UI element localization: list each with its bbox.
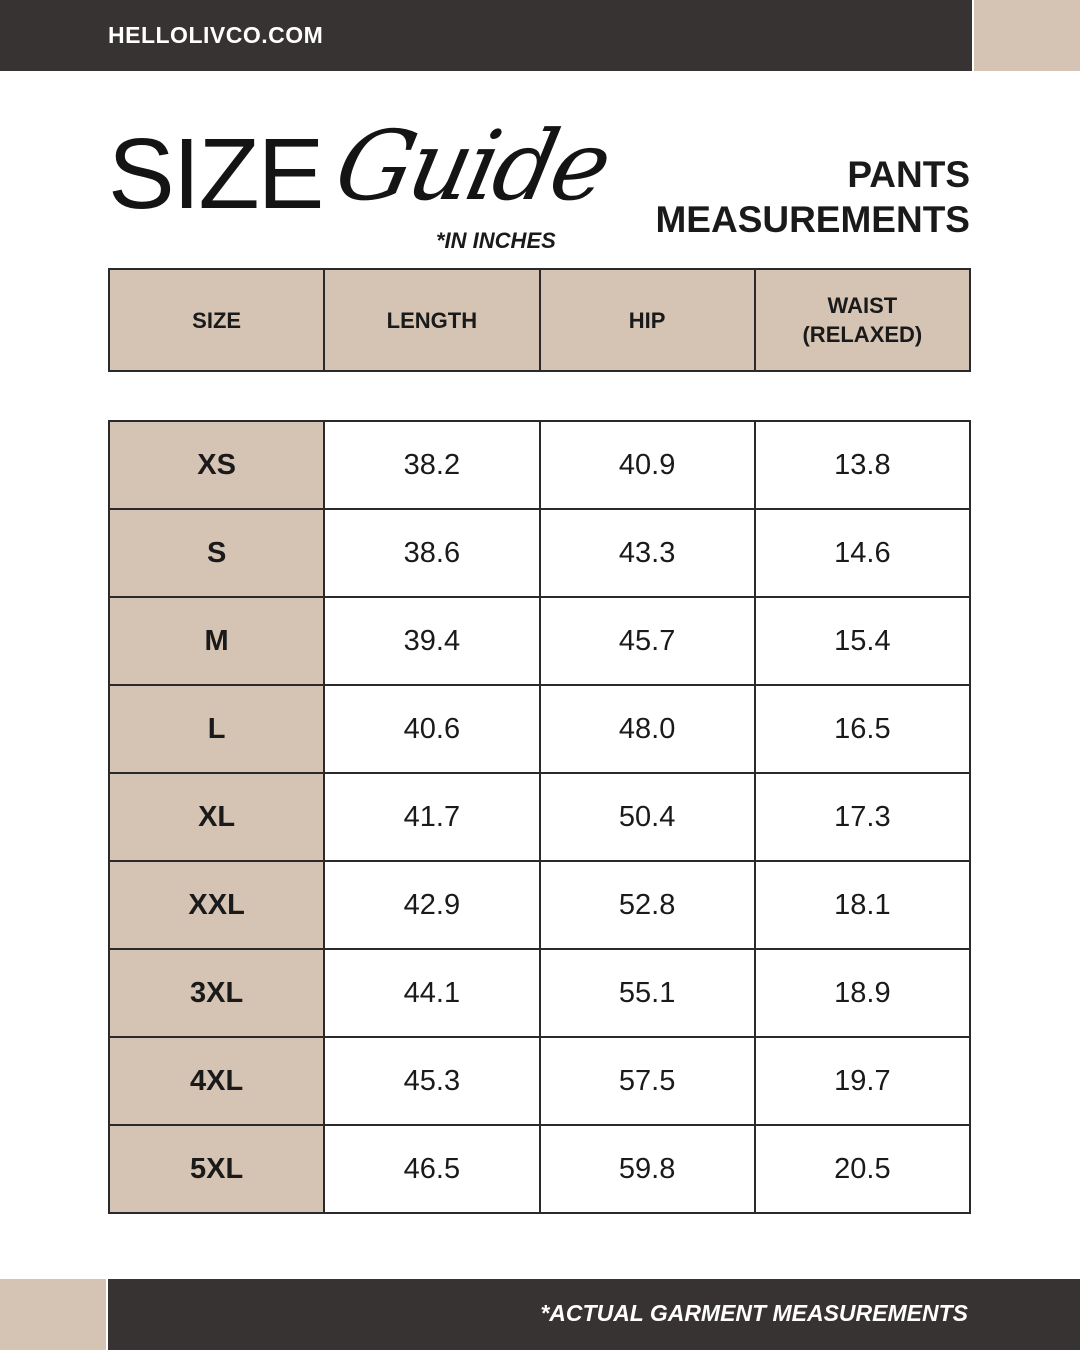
heading-line-1: PANTS [847,154,970,195]
waist-cell: 19.7 [755,1037,970,1125]
column-header-waist-line2: (RELAXED) [802,322,923,347]
hip-cell: 57.5 [540,1037,755,1125]
footer-note: *ACTUAL GARMENT MEASUREMENTS [540,1300,968,1326]
waist-cell: 13.8 [755,421,970,509]
table-row [109,685,970,773]
top-accent-block [974,0,1080,71]
hip-cell: 45.7 [540,597,755,685]
table-row [109,421,970,509]
waist-cell: 18.9 [755,949,970,1037]
size-cell: XXL [109,861,324,949]
hip-cell: 59.8 [540,1125,755,1213]
hip-cell: 55.1 [540,949,755,1037]
hip-cell: 40.9 [540,421,755,509]
site-url[interactable]: HELLOLIVCO.COM [108,22,324,48]
length-cell: 45.3 [324,1037,539,1125]
column-header-size: SIZE [109,269,324,371]
waist-cell: 17.3 [755,773,970,861]
waist-cell: 18.1 [755,861,970,949]
unit-note: *IN INCHES [436,228,556,253]
length-cell: 38.2 [324,421,539,509]
length-cell: 41.7 [324,773,539,861]
bottom-accent-block [0,1279,106,1350]
hip-cell: 48.0 [540,685,755,773]
title-guide-script: Guide [326,110,618,222]
hip-cell: 52.8 [540,861,755,949]
waist-cell: 20.5 [755,1125,970,1213]
length-cell: 40.6 [324,685,539,773]
table-row [109,1037,970,1125]
table-row [109,773,970,861]
column-header-waist-line1: WAIST [827,293,898,318]
table-row [109,949,970,1037]
column-header-waist [755,269,970,371]
size-cell: M [109,597,324,685]
column-header-length: LENGTH [324,269,539,371]
waist-cell: 14.6 [755,509,970,597]
column-header-hip: HIP [540,269,755,371]
size-cell: 3XL [109,949,324,1037]
title-size-word: SIZE [108,118,323,230]
size-table-header [108,268,971,372]
length-cell: 38.6 [324,509,539,597]
size-cell: 5XL [109,1125,324,1213]
size-cell: XS [109,421,324,509]
length-cell: 46.5 [324,1125,539,1213]
size-cell: L [109,685,324,773]
waist-cell: 16.5 [755,685,970,773]
size-table [108,420,971,1214]
table-row [109,861,970,949]
length-cell: 44.1 [324,949,539,1037]
size-cell: XL [109,773,324,861]
length-cell: 39.4 [324,597,539,685]
hip-cell: 50.4 [540,773,755,861]
page-heading [655,152,970,242]
hip-cell: 43.3 [540,509,755,597]
table-row [109,509,970,597]
size-cell: 4XL [109,1037,324,1125]
length-cell: 42.9 [324,861,539,949]
table-row [109,597,970,685]
table-row [109,1125,970,1213]
waist-cell: 15.4 [755,597,970,685]
heading-line-2: MEASUREMENTS [655,199,970,240]
size-cell: S [109,509,324,597]
